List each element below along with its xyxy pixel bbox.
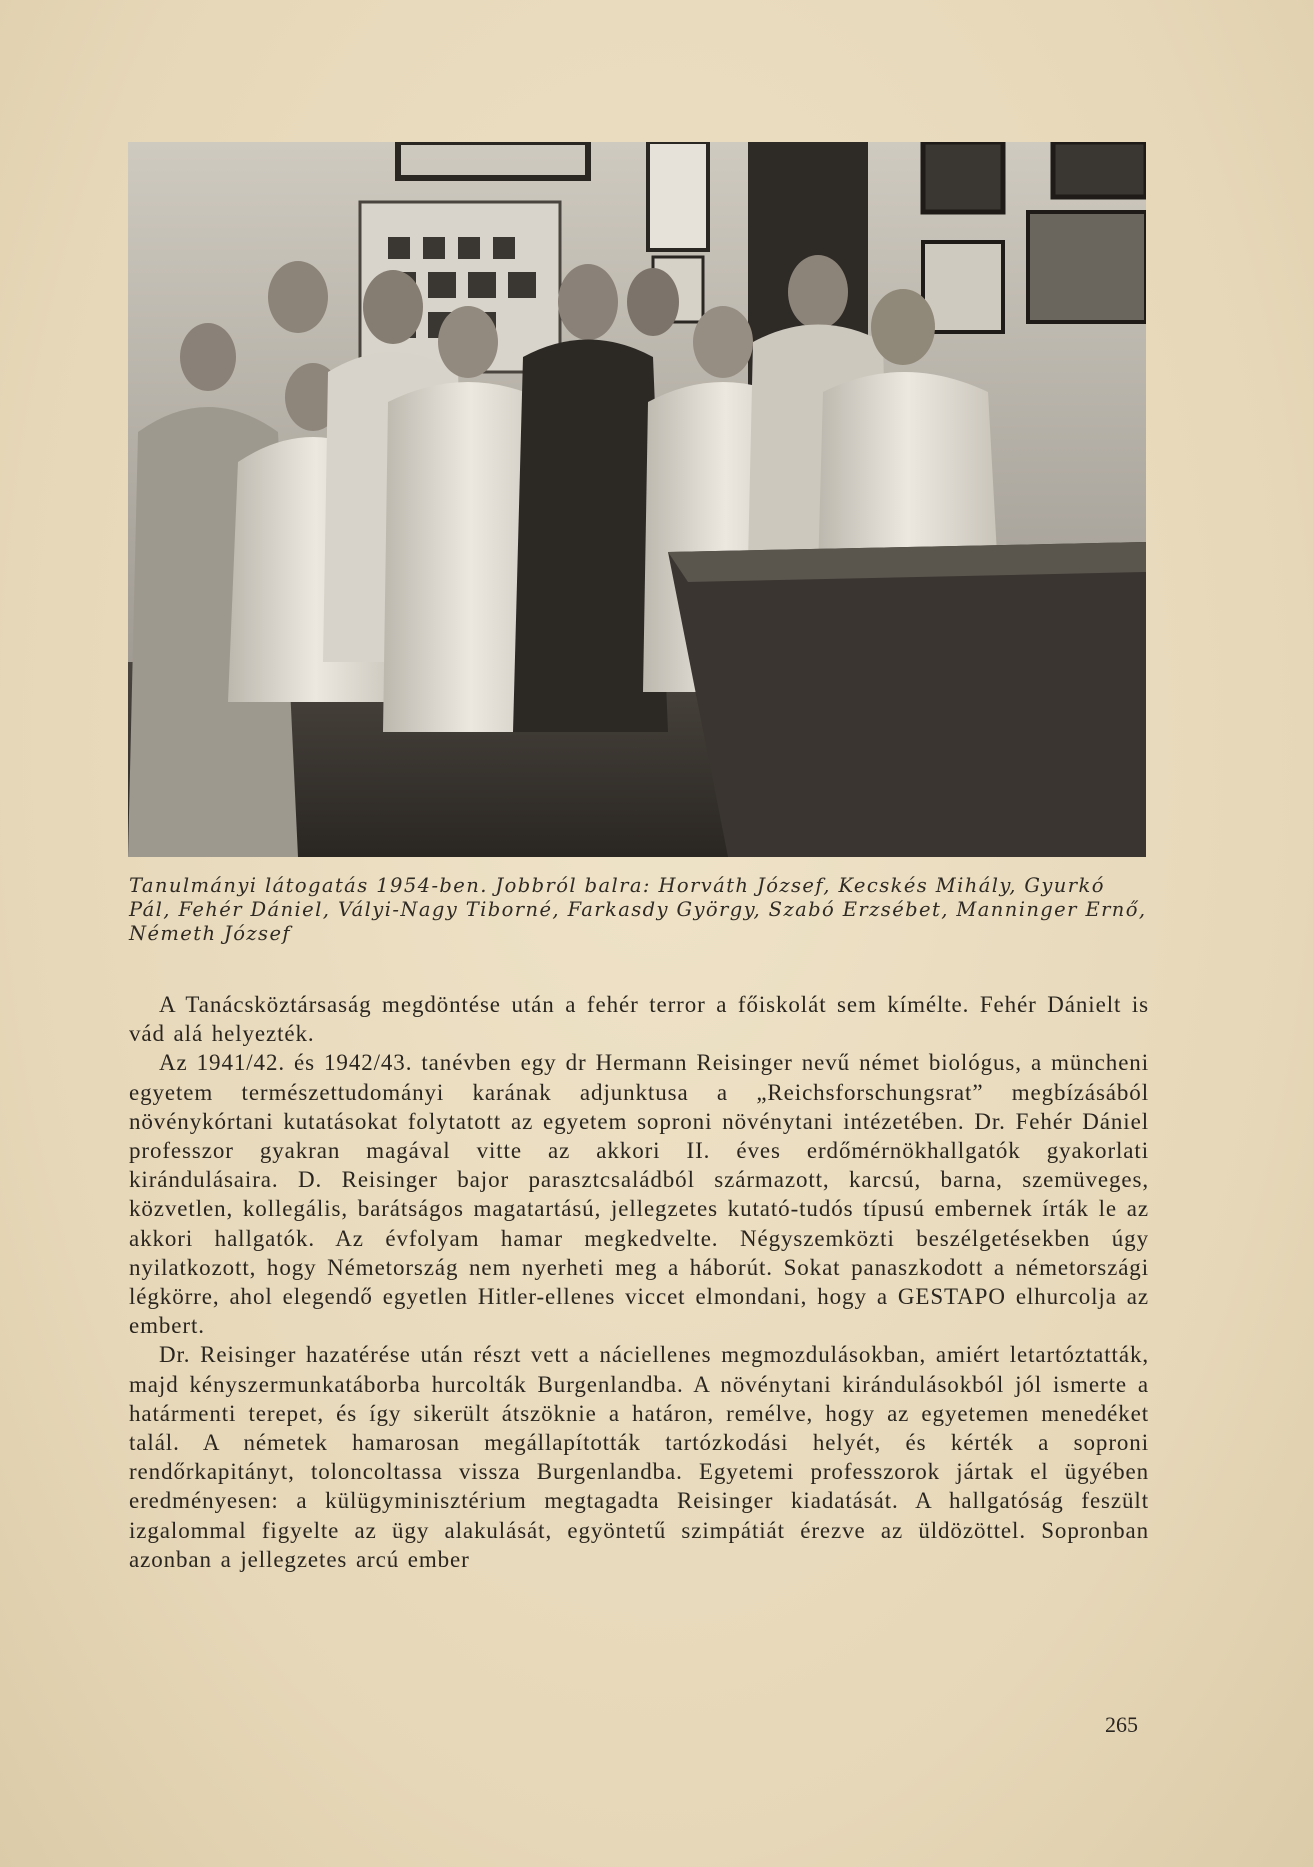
paragraph: A Tanácsköztársaság megdöntése után a fehér terror a főiskolát sem kímélte. Fehér Dánielt is vád alá helyezték. — [129, 992, 1149, 1047]
article-body — [129, 990, 1149, 1574]
page-number: 265 — [1105, 1712, 1138, 1737]
paragraph: Dr. Reisinger hazatérése után részt vett a náciellenes megmozdulásokban, amiért letartóztatták, majd kényszermunkatáborba hurcolták Burgenlandba. A növénytani kirándulásokból jól ismerte a határmenti terepet, és így sikerült átszöknie a határon, remélve, hogy az egyetemen menedéket talál. A németek hamarosan megállapították tartózkodási helyét, és kérték a soproni rendőrkapitányt, toloncoltassa vissza Burgenlandba. Egyetemi professzorok jártak el ügyében eredményesen: a külügyminisztérium megtagadta Reisinger kiadatását. A hallgatóság feszült izgalommal figyelte az ügy alakulását, egyöntetű szimpátiát érezve az üldözöttel. Sopronban azonban a jellegzetes arcú ember — [129, 1342, 1149, 1572]
group-photo-figure — [128, 142, 1146, 857]
group-photo — [128, 142, 1146, 857]
photo-caption: Tanulmányi látogatás 1954-ben. Jobbról balra: Horváth József, Kecskés Mihály, Gyurkó Pál, Fehér Dániel, Vályi-Nagy Tiborné, Farkasdy György, Szabó Erzsébet, Manninger Ernő, Németh József — [129, 874, 1147, 945]
paragraph: Az 1941/42. és 1942/43. tanévben egy dr Hermann Reisinger nevű német biológus, a müncheni egyetem természettudományi karának adjunktusa a „Reichsforschungsrat” megbízásából növénykórtani kutatásokat folytatott az egyetem soproni növénytani intézetében. Dr. Fehér Dániel professzor gyakran magával vitte az akkori II. éves erdőmérnökhallgatók gyakorlati kirándulásaira. D. Reisinger bajor parasztcsaládból származott, karcsú, barna, szemüveges, közvetlen, kollegális, barátságos magatartású, jellegzetes kutató-tudós típusú embernek írták le az akkori hallgatók. Az évfolyam hamar megkedvelte. Négyszemközti beszélgetésekben úgy nyilatkozott, hogy Németország nem nyerheti meg a háborút. Sokat panaszkodott a németországi légkörre, ahol elegendő egyetlen Hitler-ellenes viccet elmondani, hogy a GESTAPO elhurcolja az embert. — [129, 1050, 1149, 1339]
